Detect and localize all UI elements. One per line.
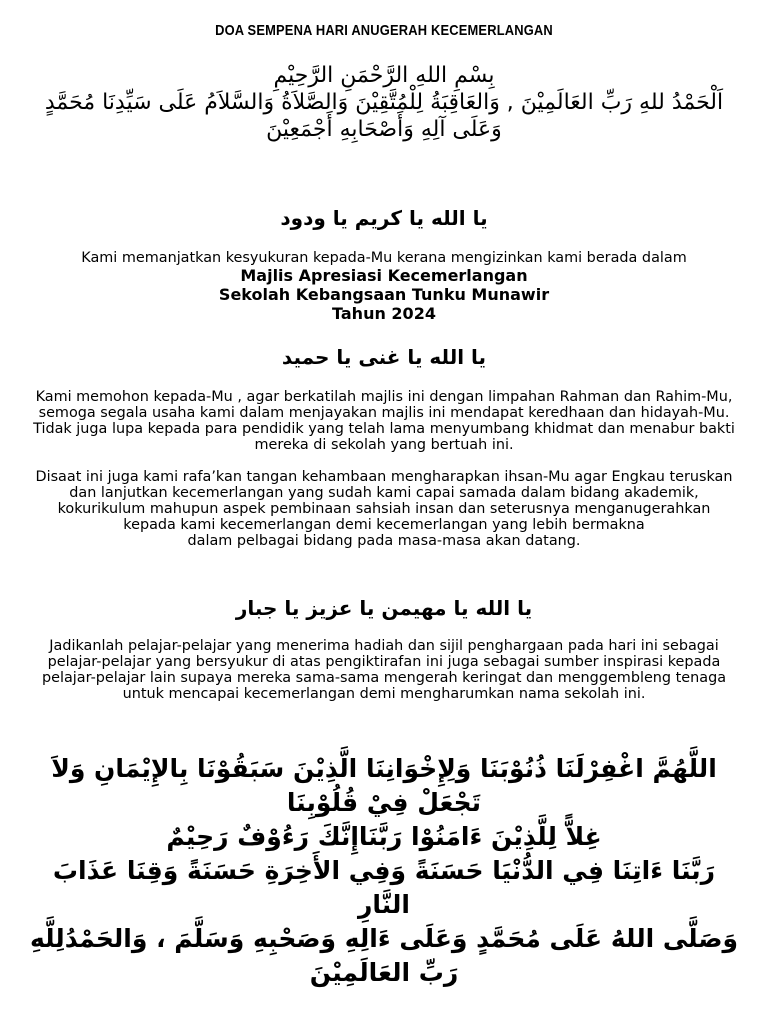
section-students xyxy=(30,638,738,702)
school-name: Sekolah Kebangsaan Tunku Munawir xyxy=(218,285,550,304)
invocation-3: يا الله يا مهيمن يا عزيز يا جبار xyxy=(235,596,533,620)
supplication-para-2: Disaat ini juga kami rafa’kan tangan kehambaan mengharapkan ihsan-Mu agar Engkau teruskan dan lanjutkan kecemerlangan yang sudah kami capai samada dalam bidang akademik, kokurikulum mahupun aspek pembinaan sahsiah insan dan seterusnya menganugerahkan kepada kami kecemerlangan demi kecemerlangan yang lebih bermakna xyxy=(35,469,733,533)
closing-prayer xyxy=(24,752,744,990)
event-year: Tahun 2024 xyxy=(332,304,436,323)
invocation-1: يا الله يا كريم يا ودود xyxy=(280,206,488,230)
closing-line-3: رَبَّنَا ءَاتِنَا فِي الدُّنْيَا حَسَنَةً وَفِي الأَخِرَةِ حَسَنَةً وَقِنَا عَذَابَ النَّارِ xyxy=(52,856,716,919)
section-supplication xyxy=(30,389,738,549)
students-para: Jadikanlah pelajar-pelajar yang menerima hadiah dan sijil penghargaan pada hari ini sebagai pelajar-pelajar yang bersyukur di atas pengiktirafan ini juga sebagai sumber inspirasi kepada pelajar-pelajar lain supaya mereka sama-sama mengerah keringat dan menggembleng tenaga untuk mencapai kecemerlangan demi mengharumkan nama sekolah ini. xyxy=(41,638,727,702)
gratitude-intro: Kami memanjatkan kesyukuran kepada-Mu kerana mengizinkan kami berada dalam xyxy=(81,250,687,266)
invocation-2: يا الله يا غنى يا حميد xyxy=(281,345,487,369)
closing-line-1: اللَّهُمَّ اغْفِرْلَنَا ذُنُوْبَنَا وَلِإِخْوَانِنَا الَّذِيْنَ سَبَقُوْنَا بِالإِيْمَانِ وَلاَ تَجْعَلْ فِيْ قُلُوْبِنَا xyxy=(51,754,717,817)
opening-praise xyxy=(40,62,728,143)
event-name: Majlis Apresiasi Kecemerlangan xyxy=(240,266,528,285)
supplication-para-2-end: dalam pelbagai bidang pada masa-masa akan datang. xyxy=(187,533,581,549)
hamdalah-salawat: اَلْحَمْدُ للهِ رَبِّ العَالَمِيْنَ , وَالعَاقِبَةُ لِلْمُتَّقِيْنَ وَالصَّلاَةُ وَالسَّلاَمُ عَلَى سَيِّدِنَا مُحَمَّدٍ xyxy=(44,90,724,115)
document-title: DOA SEMPENA HARI ANUGERAH KECEMERLANGAN xyxy=(215,22,553,39)
salawat-family: وَعَلَى آلِهِ وَأَصْحَابِهِ أَجْمَعِيْنَ xyxy=(266,117,502,142)
basmalah: بِسْمِ اللهِ الرَّحْمَنِ الرَّحِيْمِ xyxy=(273,63,495,88)
closing-line-4: وَصَلَّى اللهُ عَلَى مُحَمَّدٍ وَعَلَى ءَالِهِ وَصَحْبِهِ وَسَلَّمَ ، وَالحَمْدُلِلَّهِ رَبِّ العَالَمِيْنَ xyxy=(29,924,739,987)
section-gratitude xyxy=(30,250,738,323)
supplication-para-1: Kami memohon kepada-Mu , agar berkatilah majlis ini dengan limpahan Rahman dan Rahim-Mu, semoga segala usaha kami dalam menjayakan majlis ini mendapat keredhaan dan hidayah-Mu. Tidak juga lupa kepada para pendidik yang telah lama menyumbang khidmat dan menabur bakti mereka di sekolah yang bertuah ini. xyxy=(33,389,735,453)
closing-line-2: غِلاًّ لِلَّذِيْنَ ءَامَنُوْا رَبَّنَاإِنَّكَ رَءُوْفٌ رَحِيْمٌ xyxy=(166,822,602,851)
